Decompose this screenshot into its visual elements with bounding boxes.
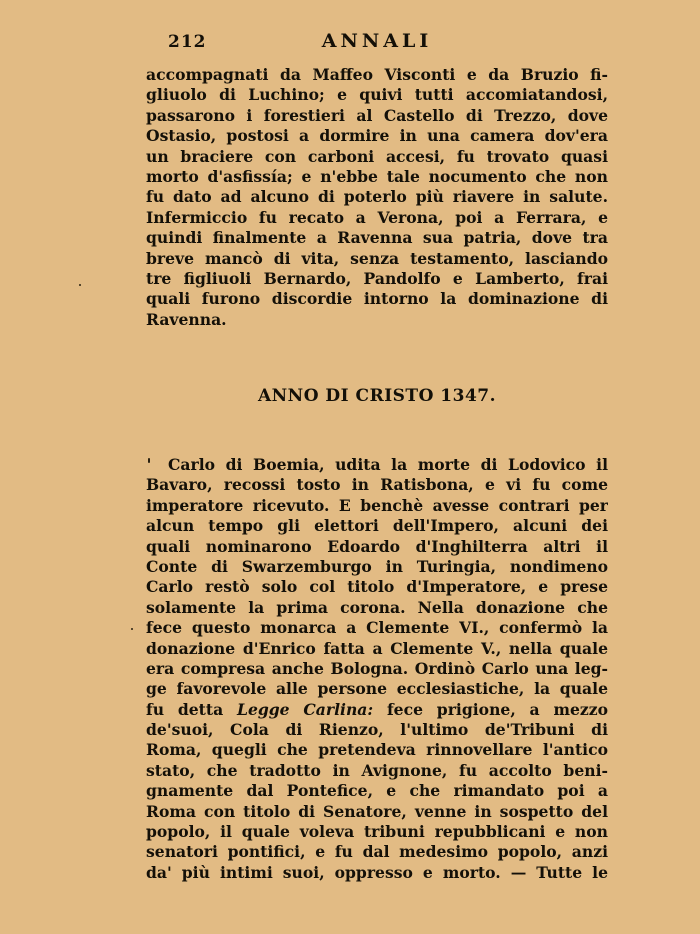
text-line: fece questo monarca a Clemente VI., confermò la — [146, 618, 608, 638]
text-line: Ravenna. — [146, 309, 227, 329]
text-line: quindi finalmente a Ravenna sua patria, dove tra — [146, 228, 608, 248]
paragraph-continuation — [146, 65, 608, 330]
text-line: alcun tempo gli elettori dell'Impero, alcuni dei — [146, 516, 608, 536]
text-line: senatori pontifici, e fu dal medesimo popolo, anzi — [146, 842, 608, 862]
text-line: morto d'asfissía; e n'ebbe tale nocumento che non — [146, 166, 608, 186]
page-number: 212 — [168, 32, 207, 52]
text-line: da' più intimi suoi, oppresso e morto. — Tutte le — [146, 862, 608, 882]
text-line: quali furono discordie intorno la dominazione di — [146, 289, 608, 309]
text-line: Infermiccio fu recato a Verona, poi a Ferrara, e — [146, 207, 608, 227]
text-line: solamente la prima corona. Nella donazione che — [146, 597, 608, 617]
text-fragment: fece prigione, a mezzo — [373, 699, 608, 719]
text-line: de'suoi, Cola di Rienzo, l'ultimo de'Tribuni di — [146, 720, 608, 740]
paragraph-main — [146, 455, 608, 883]
text-line: imperatore ricevuto. E benchè avesse contrari per — [146, 495, 608, 515]
text-line: passarono i forestieri al Castello di Trezzo, dove — [146, 105, 608, 125]
text-line: popolo, il quale voleva tribuni repubblicani e non — [146, 822, 608, 842]
text-line: Bavaro, recossi tosto in Ratisbona, e vi fu come — [146, 475, 608, 495]
text-line-with-italic — [146, 700, 608, 720]
paper-speck — [79, 284, 81, 286]
paper-speck — [148, 458, 150, 463]
text-line: Conte di Swarzemburgo in Turingia, nondimeno — [146, 556, 608, 576]
text-line: accompagnati da Maffeo Visconti e da Bruzio fi- — [146, 65, 608, 84]
text-line: un braciere con carboni accesi, fu trovato quasi — [146, 146, 608, 166]
text-line: tre figliuoli Bernardo, Pandolfo e Lamberto, frai — [146, 268, 608, 288]
text-line: fu dato ad alcuno di poterlo più riavere in salute. — [146, 187, 608, 207]
text-line: ge favorevole alle persone ecclesiastiche, la quale — [146, 679, 608, 699]
text-line: era compresa anche Bologna. Ordinò Carlo una leg- — [146, 658, 608, 678]
text-line: quali nominarono Edoardo d'Inghilterra altri il — [146, 536, 608, 556]
text-line: donazione d'Enrico fatta a Clemente V., nella quale — [146, 638, 608, 658]
text-line: Ostasio, postosi a dormire in una camera dov'era — [146, 126, 608, 146]
text-line: stato, che tradotto in Avignone, fu accolto beni- — [146, 760, 608, 780]
text-line: Roma, quegli che pretendeva rinnovellare l'antico — [146, 740, 608, 760]
text-line: Carlo di Boemia, udita la morte di Lodovico il — [168, 455, 608, 474]
text-line: Carlo restò solo col titolo d'Imperatore, e prese — [146, 577, 608, 597]
text-line: gnamente dal Pontefice, e che rimandato poi a — [146, 781, 608, 801]
page-header — [146, 30, 608, 56]
text-line: breve mancò di vita, senza testamento, lasciando — [146, 248, 608, 268]
text-fragment: fu detta — [146, 699, 237, 719]
section-heading: ANNO DI CRISTO 1347. — [257, 386, 497, 406]
italic-term: Legge Carlina: — [236, 699, 374, 719]
text-line: Roma con titolo di Senatore, venne in sospetto del — [146, 801, 608, 821]
text-line: gliuolo di Luchino; e quivi tutti accomiatandosi, — [146, 85, 608, 105]
paper-speck — [131, 628, 133, 630]
running-title: ANNALI — [321, 30, 433, 52]
